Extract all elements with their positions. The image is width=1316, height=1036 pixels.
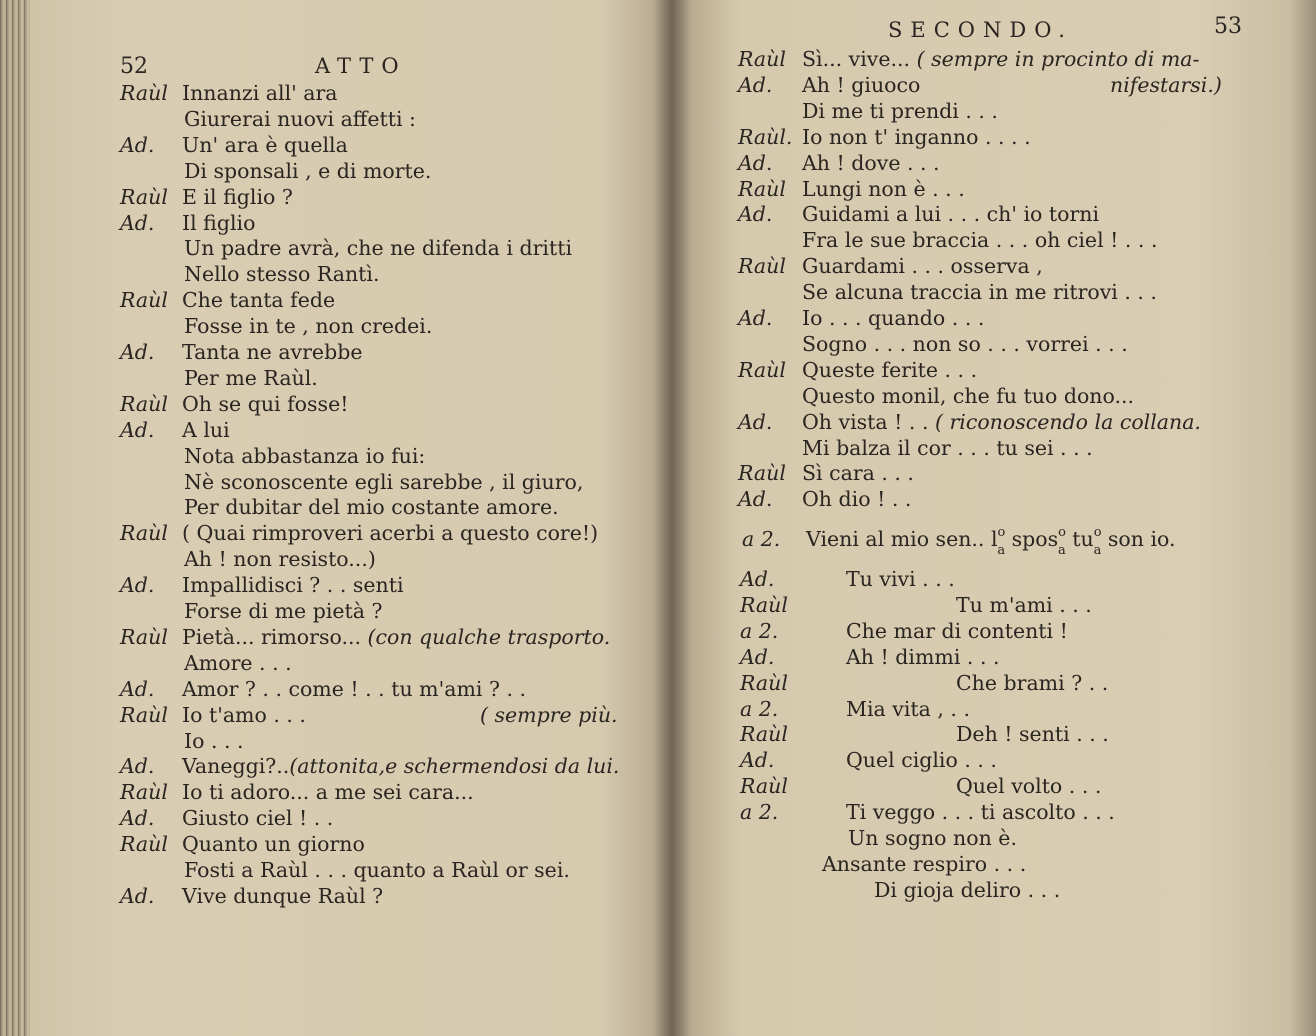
superscript-mark: o	[997, 525, 1006, 540]
speaker-label: Ad.	[738, 150, 773, 175]
speaker-label: Ad.	[120, 417, 155, 442]
line-text: Il figlio	[182, 210, 256, 235]
line-text: Io . . .	[184, 728, 244, 753]
verse-line	[802, 176, 965, 202]
verse-line	[802, 383, 1134, 409]
verse-line: Tu vivi . . .	[846, 567, 955, 591]
speaker-label: Raùl	[120, 780, 168, 805]
verse-line: Che brami ? . .	[956, 670, 1109, 695]
speaker-label: Raùl	[738, 461, 786, 486]
line-text: Forse di me pietà ?	[184, 599, 383, 623]
line-text: Oh dio ! . .	[802, 487, 912, 512]
stage-direction: ( sempre più.	[480, 702, 618, 727]
line-text: Impallidisci ? . . senti	[182, 573, 404, 598]
verse-line	[184, 313, 432, 339]
line-text: E il figlio ?	[182, 184, 293, 209]
book-gutter	[652, 0, 692, 1036]
line-text: Giurerai nuovi affetti :	[184, 106, 416, 131]
speaker-label: Raùl	[120, 521, 168, 546]
line-text: Tanta ne avrebbe	[182, 340, 363, 364]
line-text: Nè sconoscente egli sarebbe , il giuro,	[184, 469, 584, 494]
line-text: Mi balza il cor . . . tu sei . . .	[802, 435, 1093, 460]
speaker-label: Ad.	[120, 754, 155, 779]
line-text: Lungi non è . . .	[802, 176, 965, 201]
page-number: 53	[1214, 14, 1242, 39]
superscript-mark: o	[1093, 525, 1102, 540]
line-text: Guidami a lui . . . ch' io torni	[802, 202, 1100, 227]
speaker-label: Ad.	[120, 210, 155, 235]
verse-line	[802, 435, 1093, 461]
speaker-label: Raùl	[738, 176, 786, 201]
line-text: Amore . . .	[184, 650, 292, 675]
speaker-label: Ad.	[740, 644, 775, 669]
verse-line	[182, 184, 293, 210]
line-text: Sogno . . . non so . . . vorrei . . .	[802, 331, 1128, 356]
verse-line	[802, 357, 977, 383]
verse-line	[182, 80, 338, 106]
verse-line	[802, 305, 984, 331]
line-text: Fosse in te , non credei.	[184, 314, 433, 339]
verse-line: Un sogno non è.	[848, 826, 1017, 850]
verse-line: Di gioja deliro . . .	[874, 877, 1061, 902]
verse-line: Deh ! senti . . .	[956, 722, 1109, 747]
line-text: Giusto ciel ! . .	[182, 806, 334, 831]
verse-line	[182, 210, 255, 236]
line-text: Amor ? . . come ! . . tu m'ami ? . .	[182, 676, 527, 701]
line-text: Guardami . . . osserva ,	[802, 254, 1043, 279]
speaker-label: Raùl	[120, 184, 168, 209]
verse-line	[182, 805, 333, 831]
line-text: Per dubitar del mio costante amore.	[184, 495, 559, 520]
line-text: Fosti a Raùl . . . quanto a Raùl or sei.	[184, 858, 570, 882]
line-text: spos	[1011, 527, 1059, 551]
verse-line	[802, 409, 1201, 435]
speaker-label: a 2.	[742, 527, 781, 551]
duet-line	[806, 526, 1176, 556]
verse-line	[182, 753, 619, 779]
verse-line: Quel ciglio . . .	[846, 748, 997, 773]
verse-line	[184, 158, 431, 184]
stage-direction: ( riconoscendo la collana.	[934, 409, 1201, 434]
verse-line	[802, 150, 940, 176]
verse-line	[184, 650, 292, 676]
speaker-label: Raùl	[738, 47, 786, 71]
line-text: Fra le sue braccia . . . oh ciel ! . . .	[802, 228, 1158, 253]
verse-line	[182, 417, 230, 443]
left-page	[110, 0, 650, 1036]
speaker-label: Raùl	[120, 81, 168, 105]
page-edges	[0, 0, 30, 1036]
line-text: Io t'amo . . .	[182, 702, 306, 727]
verse-line: Ansante respiro . . .	[822, 851, 1027, 876]
speaker-label: Raùl	[740, 774, 788, 799]
speaker-label: Raùl	[120, 624, 168, 649]
line-text: Io non t' inganno . . . .	[802, 124, 1031, 149]
line-text: Oh se qui fosse!	[182, 391, 349, 416]
line-text: A lui	[182, 417, 230, 442]
line-text: Sì cara . . .	[802, 461, 914, 486]
verse-line	[184, 469, 583, 495]
line-text: Ah ! dove . . .	[802, 150, 940, 175]
verse-line	[184, 443, 425, 469]
subscript-mark: a	[997, 543, 1006, 558]
line-text: Nello stesso Rantì.	[184, 262, 380, 287]
stage-direction: (con qualche trasporto.	[367, 624, 611, 649]
line-text: Se alcuna traccia in me ritrovi . . .	[802, 280, 1157, 305]
speaker-label: Ad.	[738, 306, 773, 330]
speaker-label: a 2.	[740, 800, 779, 825]
speaker-label: a 2.	[740, 696, 779, 721]
line-text: Ah ! giuoco	[802, 72, 921, 97]
verse-line: Ah ! dimmi . . .	[846, 644, 1000, 669]
speaker-label: Ad.	[740, 567, 775, 591]
verse-line: Tu m'ami . . .	[956, 592, 1092, 617]
running-header: ATTO	[315, 54, 407, 78]
verse-line	[802, 201, 1099, 227]
speaker-label: a 2.	[740, 618, 779, 643]
verse-line	[802, 279, 1157, 305]
verse-line	[802, 124, 1031, 150]
line-text: Sì... vive...	[802, 47, 911, 71]
verse-line	[182, 883, 383, 909]
speaker-label: Ad.	[738, 487, 773, 512]
speaker-label: Raùl	[738, 254, 786, 279]
line-text: tu	[1072, 527, 1094, 551]
line-text: Quanto un giorno	[182, 832, 365, 857]
verse-line	[184, 261, 379, 287]
line-text: Un padre avrà, che ne difenda i dritti	[184, 236, 572, 261]
verse-line	[802, 253, 1043, 279]
line-text: Un' ara è quella	[182, 132, 348, 157]
speaker-label: Raùl	[740, 722, 788, 747]
line-text: Pietà... rimorso...	[182, 624, 368, 649]
verse-line	[182, 676, 526, 702]
line-text: Per me Raùl.	[184, 365, 318, 390]
speaker-label: Ad.	[740, 748, 775, 773]
speaker-label: Raùl	[738, 357, 786, 382]
superscript-mark: o	[1058, 525, 1066, 540]
speaker-label: Ad.	[120, 806, 155, 831]
stage-direction: ( sempre in procinto di ma-	[910, 47, 1200, 71]
line-text: Di sponsali , e di morte.	[184, 158, 432, 183]
speaker-label: Ad.	[120, 883, 155, 908]
line-text: Io . . . quando . . .	[802, 306, 985, 330]
line-text: Questo monil, che fu tuo dono...	[802, 383, 1135, 408]
verse-line	[802, 98, 998, 124]
verse-line	[184, 106, 416, 132]
verse-line	[182, 779, 474, 805]
verse-line	[182, 391, 348, 417]
speaker-label: Ad.	[120, 573, 155, 598]
verse-line	[182, 624, 610, 650]
verse-line	[802, 72, 920, 98]
speaker-label: Ad.	[738, 202, 773, 227]
line-text: Ah ! non resisto...)	[184, 547, 376, 572]
speaker-label: Raùl	[120, 832, 168, 857]
line-text: Io ti adoro... a me sei cara...	[182, 780, 474, 805]
speaker-label: Ad.	[738, 72, 773, 97]
speaker-label: Raùl	[740, 670, 788, 695]
verse-line	[802, 486, 911, 512]
verse-line	[182, 702, 306, 728]
line-text: Nota abbastanza io fui:	[184, 443, 426, 468]
speaker-label: Raùl	[740, 592, 788, 617]
line-text: Oh vista ! . .	[802, 409, 935, 434]
speaker-label: Raùl	[120, 702, 168, 727]
speaker-label: Ad.	[120, 132, 155, 157]
subscript-mark: a	[1093, 543, 1102, 558]
stage-direction: nifestarsi.)	[1110, 72, 1222, 97]
verse-line	[184, 546, 376, 572]
verse-line: Che mar di contenti !	[846, 618, 1068, 643]
speaker-label: Raùl.	[738, 124, 793, 149]
verse-line	[182, 572, 404, 598]
verse-line	[184, 494, 559, 520]
speaker-label: Ad.	[738, 409, 773, 434]
line-text: Che tanta fede	[182, 288, 336, 313]
line-text: Vieni al mio sen.. l	[806, 527, 998, 551]
verse-line	[802, 331, 1128, 357]
verse-line	[184, 365, 318, 391]
line-text: Vaneggi?..	[182, 754, 290, 779]
speaker-label: Ad.	[120, 676, 155, 701]
line-text: Innanzi all' ara	[182, 81, 338, 105]
running-header: SECONDO.	[888, 18, 1073, 42]
verse-line	[182, 339, 362, 365]
verse-line	[182, 831, 365, 857]
verse-line: Ti veggo . . . ti ascolto . . .	[846, 800, 1115, 825]
speaker-label: Raùl	[120, 391, 168, 416]
line-text: Queste ferite . . .	[802, 357, 978, 382]
stage-direction: (attonita,e schermendosi da lui.	[289, 754, 620, 779]
verse-line	[184, 235, 572, 261]
line-text: Vive dunque Raùl ?	[182, 883, 384, 908]
verse-line	[184, 857, 570, 883]
right-page	[730, 0, 1270, 1036]
speaker-label: Ad.	[120, 340, 155, 364]
verse-line	[182, 287, 335, 313]
verse-line	[182, 132, 348, 158]
verse-line	[802, 46, 1199, 72]
verse-line	[802, 460, 914, 486]
verse-line	[182, 520, 598, 546]
line-text: ( Quai rimproveri acerbi a questo core!)	[182, 521, 599, 546]
speaker-label: Raùl	[120, 288, 168, 313]
verse-line	[184, 728, 244, 754]
subscript-mark: a	[1058, 543, 1066, 558]
verse-line: Mia vita , . .	[846, 696, 970, 721]
page-number: 52	[120, 54, 148, 79]
line-text: Di me ti prendi . . .	[802, 98, 998, 123]
verse-line	[184, 598, 382, 624]
verse-line	[802, 227, 1157, 253]
verse-line: Quel volto . . .	[956, 774, 1102, 799]
line-text: son io.	[1107, 527, 1176, 551]
